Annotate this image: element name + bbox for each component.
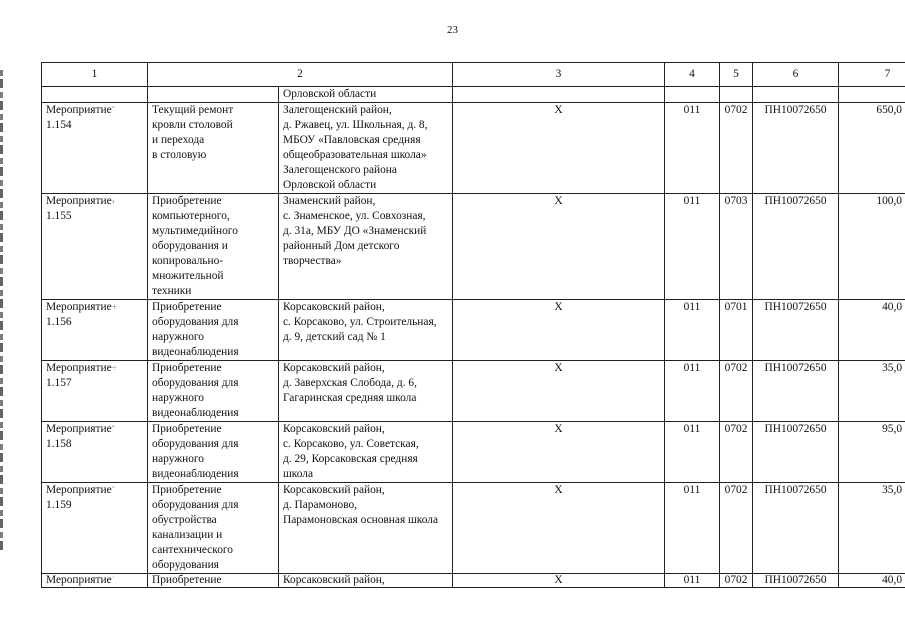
measure-id-line: 1.155 — [46, 210, 72, 222]
measure-name-cell — [148, 361, 279, 422]
measure-name-cell — [148, 194, 279, 300]
col3-cell: Х — [453, 361, 665, 422]
col4-cell: 011 — [665, 361, 720, 422]
scan-mark: ˜ — [111, 105, 115, 115]
continuation-row — [42, 87, 905, 103]
address-line: д. Парамоново, — [283, 499, 358, 511]
cont-cell-2 — [148, 87, 279, 103]
address-line: районный Дом детского — [283, 240, 400, 252]
address-cell — [279, 483, 453, 574]
col4-cell: 011 — [665, 194, 720, 300]
measure-name-line: Приобретение — [152, 301, 222, 313]
measure-id-line: Мероприятие — [46, 362, 112, 374]
table-row — [42, 361, 905, 422]
measure-id-line: 1.154 — [46, 119, 72, 131]
cont-cell-8 — [839, 87, 905, 103]
col6-cell: ПН10072650 — [753, 361, 839, 422]
col3-cell: Х — [453, 422, 665, 483]
table-row — [42, 300, 905, 361]
address-line: Залегощенский район, — [283, 104, 392, 116]
address-line: с. Корсаково, ул. Советская, — [283, 438, 419, 450]
measure-name-line: и перехода — [152, 134, 205, 146]
amount-cell: 40,0 — [839, 574, 905, 588]
col4-cell: 011 — [665, 422, 720, 483]
cont-cell-6 — [720, 87, 753, 103]
amount-cell: 650,0 — [839, 103, 905, 194]
address-cell — [279, 194, 453, 300]
address-line: Корсаковский район, — [283, 423, 385, 435]
address-cell — [279, 300, 453, 361]
col6-cell: ПН10072650 — [753, 300, 839, 361]
column-number-header-row — [42, 63, 905, 87]
address-line: с. Корсаково, ул. Строительная, — [283, 316, 437, 328]
measure-name-line: оборудования — [152, 559, 219, 571]
address-line: Корсаковский район, — [283, 574, 385, 586]
col5-cell: 0703 — [720, 194, 753, 300]
measure-name-line: Приобретение — [152, 484, 222, 496]
col6-cell: ПН10072650 — [753, 422, 839, 483]
address-line: Парамоновская основная школа — [283, 514, 439, 526]
col3-cell: Х — [453, 103, 665, 194]
address-cell — [279, 422, 453, 483]
measure-name-cell — [148, 103, 279, 194]
budget-table — [41, 62, 905, 588]
measure-id-cell — [42, 361, 148, 422]
measure-id-line: Мероприятие — [46, 423, 112, 435]
scan-mark: + — [111, 302, 117, 312]
measure-name-line: в столовую — [152, 149, 207, 161]
col4-cell: 011 — [665, 483, 720, 574]
table-row — [42, 194, 905, 300]
measure-name-line: сантехнического — [152, 544, 233, 556]
address-line: Корсаковский район, — [283, 301, 385, 313]
address-line: творчества» — [283, 255, 342, 267]
address-line: д. Ржавец, ул. Школьная, д. 8, — [283, 119, 428, 131]
measure-name-line: Текущий ремонт — [152, 104, 234, 116]
measure-id-cell — [42, 422, 148, 483]
measure-id-line: Мероприятие — [46, 301, 112, 313]
address-line: общеобразовательная школа» — [283, 149, 427, 161]
measure-name-line: оборудования для — [152, 316, 239, 328]
measure-name-line: канализации и — [152, 529, 223, 541]
col5-cell: 0702 — [720, 361, 753, 422]
address-line: Орловской области — [283, 179, 377, 191]
column-header-6: 6 — [753, 63, 839, 87]
column-header-7: 7 — [839, 63, 905, 87]
measure-name-line: Приобретение — [152, 195, 222, 207]
measure-name-line: видеонаблюдения — [152, 407, 239, 419]
measure-name-line: оборудования и — [152, 240, 228, 252]
measure-name-line: Приобретение — [152, 362, 222, 374]
measure-id-cell — [42, 574, 148, 588]
measure-name-line: наружного — [152, 331, 204, 343]
measure-id-line: Мероприятие — [46, 574, 112, 586]
address-line: д. 9, детский сад № 1 — [283, 331, 386, 343]
measure-name-line: обустройства — [152, 514, 217, 526]
col6-cell: ПН10072650 — [753, 483, 839, 574]
measure-id-line: 1.159 — [46, 499, 72, 511]
scan-edge-artifact — [0, 70, 3, 550]
address-line: д. Заверхская Слобода, д. 6, — [283, 377, 417, 389]
col6-cell: ПН10072650 — [753, 194, 839, 300]
col4-cell: 011 — [665, 574, 720, 588]
address-line: Корсаковский район, — [283, 484, 385, 496]
column-header-3: 3 — [453, 63, 665, 87]
col4-cell: 011 — [665, 300, 720, 361]
col5-cell: 0701 — [720, 300, 753, 361]
measure-id-line: Мероприятие — [46, 104, 112, 116]
scan-mark: ˇ — [111, 424, 115, 434]
measure-name-line: наружного — [152, 392, 204, 404]
address-line: Залегощенского района — [283, 164, 397, 176]
measure-id-cell — [42, 194, 148, 300]
measure-id-cell — [42, 300, 148, 361]
address-line: Знаменский район, — [283, 195, 376, 207]
amount-cell: 100,0 — [839, 194, 905, 300]
cont-cell-address: Орловской области — [279, 87, 453, 103]
col5-cell: 0702 — [720, 574, 753, 588]
measure-name-line: Приобретение — [152, 574, 222, 586]
col3-cell: Х — [453, 194, 665, 300]
measure-id-line: Мероприятие — [46, 195, 112, 207]
address-cell — [279, 574, 453, 588]
table-row — [42, 574, 905, 588]
amount-cell: 35,0 — [839, 361, 905, 422]
col4-cell: 011 — [665, 103, 720, 194]
table-row — [42, 483, 905, 574]
page-number: 23 — [447, 24, 458, 36]
col5-cell: 0702 — [720, 483, 753, 574]
measure-name-line: кровли столовой — [152, 119, 233, 131]
table-row — [42, 103, 905, 194]
address-line: Гагаринская средняя школа — [283, 392, 417, 404]
measure-id-cell — [42, 483, 148, 574]
amount-cell: 95,0 — [839, 422, 905, 483]
col3-cell: Х — [453, 483, 665, 574]
col3-cell: Х — [453, 574, 665, 588]
address-cell — [279, 361, 453, 422]
measure-name-line: видеонаблюдения — [152, 468, 239, 480]
measure-name-line: Приобретение — [152, 423, 222, 435]
measure-name-line: оборудования для — [152, 438, 239, 450]
measure-name-line: техники — [152, 285, 192, 297]
measure-name-cell — [148, 483, 279, 574]
address-line: Корсаковский район, — [283, 362, 385, 374]
scan-mark: ˜ — [111, 485, 115, 495]
table-row — [42, 422, 905, 483]
table-body — [42, 103, 905, 588]
measure-id-line: Мероприятие — [46, 484, 112, 496]
column-header-4: 4 — [665, 63, 720, 87]
address-line: школа — [283, 468, 314, 480]
measure-name-line: наружного — [152, 453, 204, 465]
col3-cell: Х — [453, 300, 665, 361]
measure-id-line: 1.156 — [46, 316, 72, 328]
cont-cell-5 — [665, 87, 720, 103]
column-header-1: 1 — [42, 63, 148, 87]
scan-mark: ÷ — [111, 363, 117, 373]
amount-cell: 40,0 — [839, 300, 905, 361]
measure-id-line: 1.158 — [46, 438, 72, 450]
amount-cell: 35,0 — [839, 483, 905, 574]
address-line: д. 29, Корсаковская средняя — [283, 453, 418, 465]
measure-name-line: множительной — [152, 270, 224, 282]
cont-cell-7 — [753, 87, 839, 103]
scan-mark: ‹ — [111, 196, 115, 206]
address-line: д. 31а, МБУ ДО «Знаменский — [283, 225, 427, 237]
measure-name-cell — [148, 422, 279, 483]
measure-name-line: видеонаблюдения — [152, 346, 239, 358]
scan-mark: ˈ — [111, 575, 115, 585]
measure-name-cell — [148, 574, 279, 588]
cont-cell-1 — [42, 87, 148, 103]
address-line: МБОУ «Павловская средняя — [283, 134, 421, 146]
col6-cell: ПН10072650 — [753, 574, 839, 588]
col5-cell: 0702 — [720, 422, 753, 483]
measure-name-line: оборудования для — [152, 499, 239, 511]
cont-cell-4 — [453, 87, 665, 103]
measure-id-line: 1.157 — [46, 377, 72, 389]
address-line: с. Знаменское, ул. Совхозная, — [283, 210, 426, 222]
measure-name-cell — [148, 300, 279, 361]
measure-name-line: мультимедийного — [152, 225, 238, 237]
col5-cell: 0702 — [720, 103, 753, 194]
measure-name-line: копировально- — [152, 255, 224, 267]
address-cell — [279, 103, 453, 194]
col6-cell: ПН10072650 — [753, 103, 839, 194]
measure-id-cell — [42, 103, 148, 194]
column-header-5: 5 — [720, 63, 753, 87]
measure-name-line: оборудования для — [152, 377, 239, 389]
measure-name-line: компьютерного, — [152, 210, 230, 222]
column-header-2: 2 — [148, 63, 453, 87]
